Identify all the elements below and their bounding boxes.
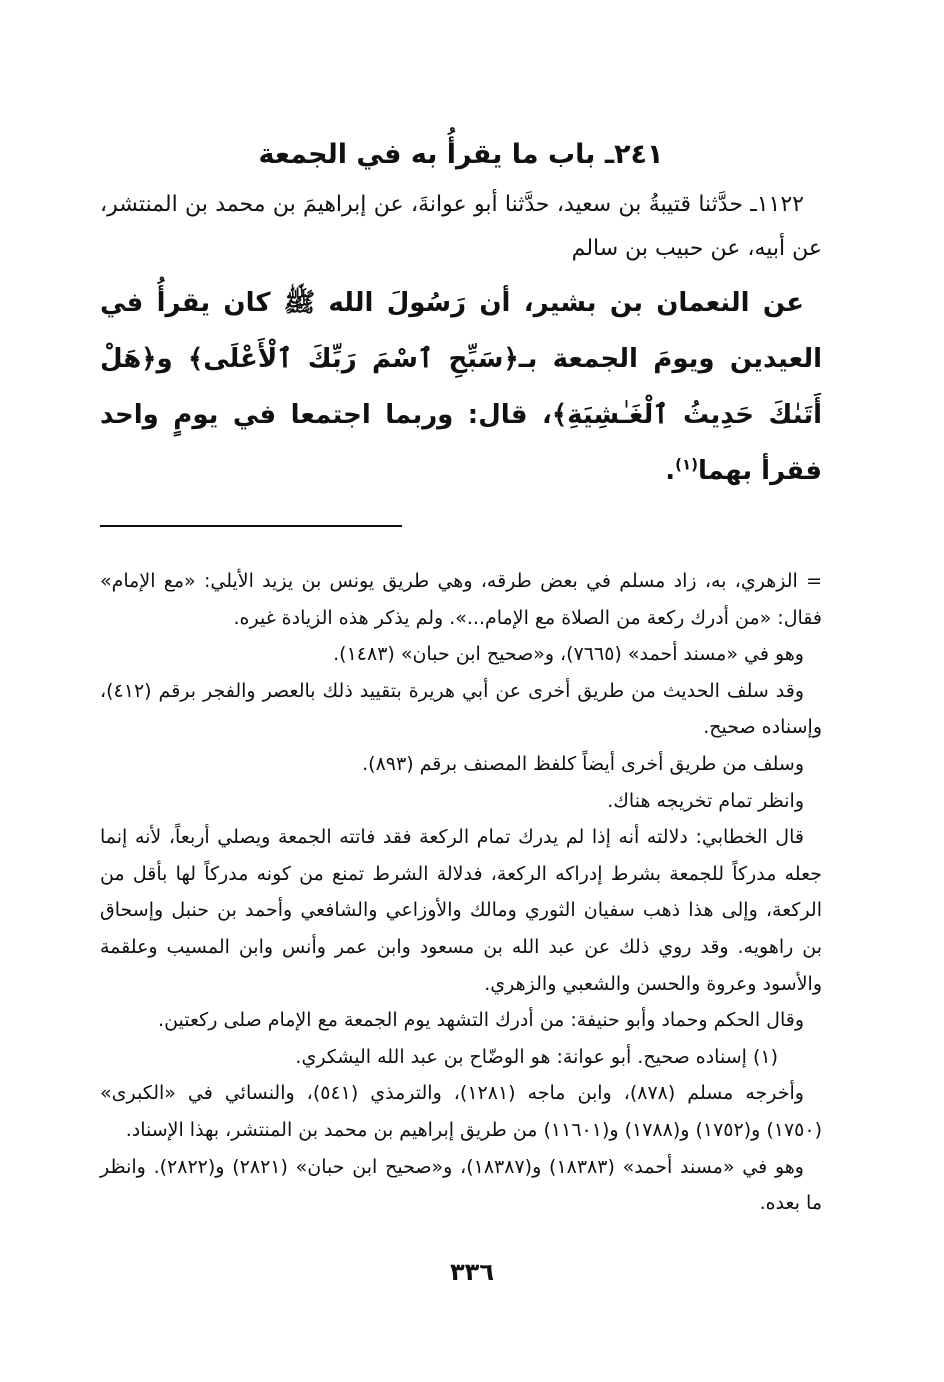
page-body [100, 125, 822, 1222]
note-paragraph: وأخرجه مسلم (٨٧٨)، وابن ماجه (١٢٨١)، والترمذي (٥٤١)، والنسائي في «الكبرى» (١٧٥٠) و(١٧٥٢) و(١٧٨٨) و(١١٦٠١) من طريق إبراهيم بن محمد بن المنتشر، بهذا الإسناد. [100, 1082, 822, 1141]
note-paragraph: وسلف من طريق أخرى أيضاً كلفظ المصنف برقم (٨٩٣). [362, 752, 804, 775]
quran-verse-1: ﴿سَبِّحِ ٱسْمَ رَبِّكَ ٱلْأَعْلَى﴾ [187, 344, 519, 374]
note-paragraph: وهو في «مسند أحمد» (١٨٣٨٣) و(١٨٣٨٧)، و«صحيح ابن حبان» (٢٨٢١) و(٢٨٢٢). وانظر ما بعده. [100, 1155, 822, 1215]
note-paragraph: وقال الحكم وحماد وأبو حنيفة: من أدرك التشهد يوم الجمعة مع الإمام صلى ركعتين. [158, 1009, 804, 1032]
footnote-1: (١) إسناده صحيح. أبو عوانة: هو الوضّاح بن عبد الله اليشكري. [295, 1045, 778, 1068]
footnotes [100, 563, 822, 1222]
matn-text-2: ، قال: وربما اجتمعا في يومٍ واحد فقرأ بهما [100, 400, 822, 486]
note-paragraph: وانظر تمام تخريجه هناك. [607, 789, 804, 812]
hadith-isnad: ١١٢٢ـ حدَّثنا قتيبةُ بن سعيد، حدَّثنا أبو عوانةَ، عن إبراهيمَ بن محمد بن المنتشر، عن أبيه، عن حبيب بن سالم [100, 192, 822, 261]
note-paragraph: وهو في «مسند أحمد» (٧٦٦٥)، و«صحيح ابن حبان» (١٤٨٣). [333, 643, 804, 666]
page-number: ٣٣٦ [450, 1258, 494, 1286]
matn-text-1: عن النعمان بن بشير، أن رَسُولَ الله ﷺ كان يقرأُ في العيدين ويومَ الجمعة بـ [100, 288, 823, 374]
note-paragraph: وقد سلف الحديث من طريق أخرى عن أبي هريرة بتقييد ذلك بالعصر والفجر برقم (٤١٢)، وإسناده صحيح. [100, 679, 822, 739]
footnote-reference: (١) [675, 455, 698, 474]
matn-end: . [665, 456, 676, 486]
note-paragraph: قال الخطابي: دلالته أنه إذا لم يدرك تمام الركعة فقد فاتته الجمعة ويصلي أربعاً، لأنه إنما جعله مدركاً للجمعة بشرط إدراكه الركعة، فدلالة الشرط تمنع من كونه مدركاً لها بأقل من الركعة، وإلى هذا ذهب سفيان الثوري ومالك والأوزاعي والشافعي وأحمد بن حنبل وإسحاق بن راهويه. وقد روي ذلك عن عبد الله بن مسعود وابن عمر وأنس وابن المسيب وعلقمة والأسود وعروة والحسن والشعبي والزهري. [100, 826, 822, 995]
chapter-title: ٢٤١ـ باب ما يقرأُ به في الجمعة [258, 139, 664, 170]
hadith-matn [100, 275, 822, 499]
matn-and: و [156, 344, 188, 374]
note-paragraph: = الزهري، به، زاد مسلم في بعض طرقه، وهي طريق يونس بن يزيد الأيلي: «مع الإمام» فقال: «من أدرك ركعة من الصلاة مع الإمام...». ولم يذكر هذه الزيادة غيره. [100, 570, 822, 629]
footnote-divider [100, 525, 402, 527]
quran-verse-2: ﴿هَلْ أَتَىٰكَ حَدِيثُ ٱلْغَـٰشِيَةِ﴾ [100, 344, 822, 430]
